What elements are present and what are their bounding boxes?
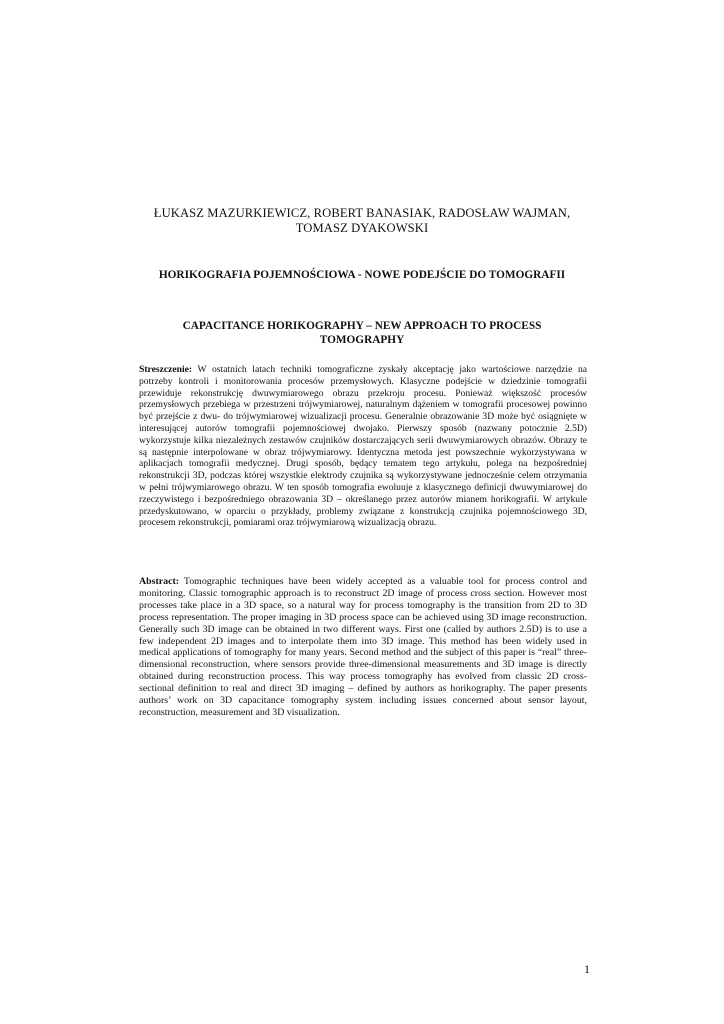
polish-title: HORIKOGRAFIA POJEMNOŚCIOWA - NOWE PODEJŚCIE DO TOMOGRAFII (158, 269, 566, 281)
author-line-1: ŁUKASZ MAZURKIEWICZ, ROBERT BANASIAK, RADOSŁAW WAJMAN, (153, 206, 571, 220)
polish-abstract (139, 364, 587, 529)
polish-abstract-label: Streszczenie: (139, 364, 193, 375)
english-title (110, 319, 614, 347)
english-abstract-text: Tomographic techniques have been widely accepted as a valuable tool for process control and monitoring. Classic tomographic approach is to reconstruct 2D image of process cross section. However most processes take place in a 3D space, so a natural way for process tomography is the transition from 2D to 3D process representation. The proper imaging in 3D process space can be achieved using 3D image reconstruction. Generally such 3D image can be obtained in two different ways. First one (called by authors 2.5D) is to use a few independent 2D images and to interpolate them into 3D image. This method has been widely used in medical applications of tomography for many years. Second method and the subject of this paper is “real” three-dimensional reconstruction, where sensors provide three-dimensional measurements and 3D image is directly obtained during reconstruction process. This way process tomography has evolved from classic 2D cross-sectional definition to real and direct 3D imaging – defined by authors as horikography. The paper presents authors’ work on 3D capacitance tomography system including issues concerned about sensor layout, reconstruction, measurement and 3D visualization. (139, 576, 587, 718)
english-title-line-1: CAPACITANCE HORIKOGRAPHY – NEW APPROACH TO PROCESS (182, 320, 542, 332)
polish-abstract-text: W ostatnich latach techniki tomograficzne zyskały akceptację jako wartościowe narzędzie na potrzeby kontroli i monitorowania procesów przemysłowych. Klasyczne podejście w dziedzinie tomografii przewiduje rekonstrukcję dwuwymiarowego obrazu przekroju procesu. Ponieważ większość procesów przemysłowych przebiega w przestrzeni trójwymiarowej, naturalnym dążeniem w tomografii procesowej powinno być przejście z dwu- do trójwymiarowej wizualizacji procesu. Generalnie obrazowanie 3D może być osiągnięte w interesującej autorów tomografii pojemnościowej dwojako. Pierwszy sposób (nazwany potocznie 2.5D) wykorzystuje kilka niezależnych zestawów czujników dostarczających serii dwuwymiarowych obrazów. Obrazy te są następnie interpolowane w obraz trójwymiarowy. Identyczna metoda jest powszechnie wykorzystywana w aplikacjach tomografii medycznej. Drugi sposób, będący tematem tego artykułu, polega na bezpośredniej rekonstrukcji 3D, podczas której wszystkie elektrody czujnika są wykorzystywane jednocześnie celem otrzymania w pełni trójwymiarowego obrazu. W ten sposób tomografia ewoluuje z klasycznego definicji dwuwymiarowej do rzeczywistego i bezpośredniego obrazowania 3D – określanego przez autorów mianem horikografii. W artykule przedyskutowano, w oparciu o przykłady, problemy związane z konstrukcją czujnika pojemnościowego 3D, procesem rekonstrukcji, pomiarami oraz trójwymiarową wizualizacją obrazu. (139, 364, 587, 529)
page-number: 1 (584, 962, 590, 976)
english-title-line-2: TOMOGRAPHY (319, 334, 405, 346)
english-abstract-label: Abstract: (139, 576, 180, 587)
author-line-2: TOMASZ DYAKOWSKI (295, 221, 429, 235)
author-list (100, 206, 624, 236)
english-abstract (139, 576, 587, 719)
